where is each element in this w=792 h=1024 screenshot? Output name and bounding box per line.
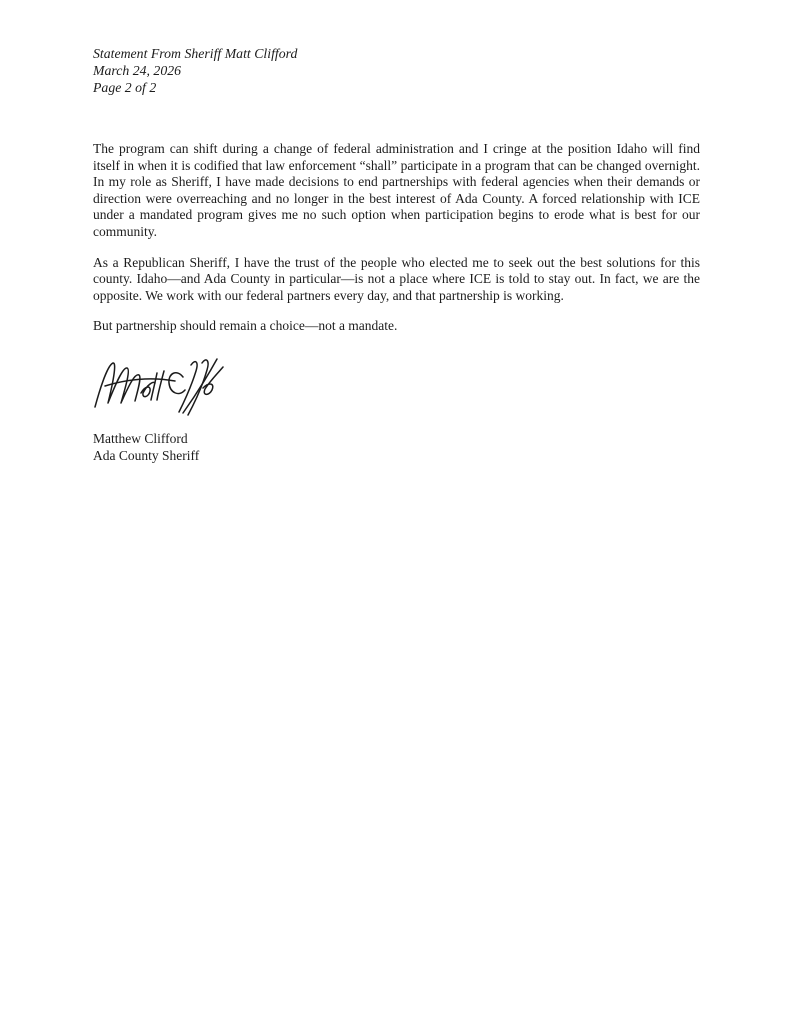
paragraph-1: The program can shift during a change of federal administration and I cringe at the position Idaho will find itself in when it is codified that law enforcement “shall” participate in a program that can be changed overnight. In my role as Sheriff, I have made decisions to end partnerships with federal agencies when their demands or direction were overreaching and no longer in the best interest of Ada County. A forced relationship with ICE under a mandated program gives me no such option when participation begins to erode what is best for our community.	[93, 141, 700, 239]
paragraph-2: As a Republican Sheriff, I have the trust of the people who elected me to seek out the best solutions for this county. Idaho—and Ada County in particular—is not a place where ICE is told to stay out. In fact, we are the opposite. We work with our federal partners every day, and that partnership is working.	[93, 254, 700, 303]
signer-title: Ada County Sheriff	[93, 447, 200, 463]
header-page-number: Page 2 of 2	[93, 79, 157, 95]
signature-block	[93, 355, 700, 421]
document-body	[93, 141, 700, 464]
header-date: March 24, 2026	[93, 62, 182, 78]
paragraph-3: But partnership should remain a choice—not a mandate.	[93, 318, 398, 334]
document-header	[93, 46, 297, 96]
handwritten-signature-icon	[91, 355, 231, 419]
header-statement-title: Statement From Sheriff Matt Clifford	[93, 46, 298, 61]
signer-block	[93, 431, 700, 464]
signer-name: Matthew Clifford	[93, 430, 188, 446]
